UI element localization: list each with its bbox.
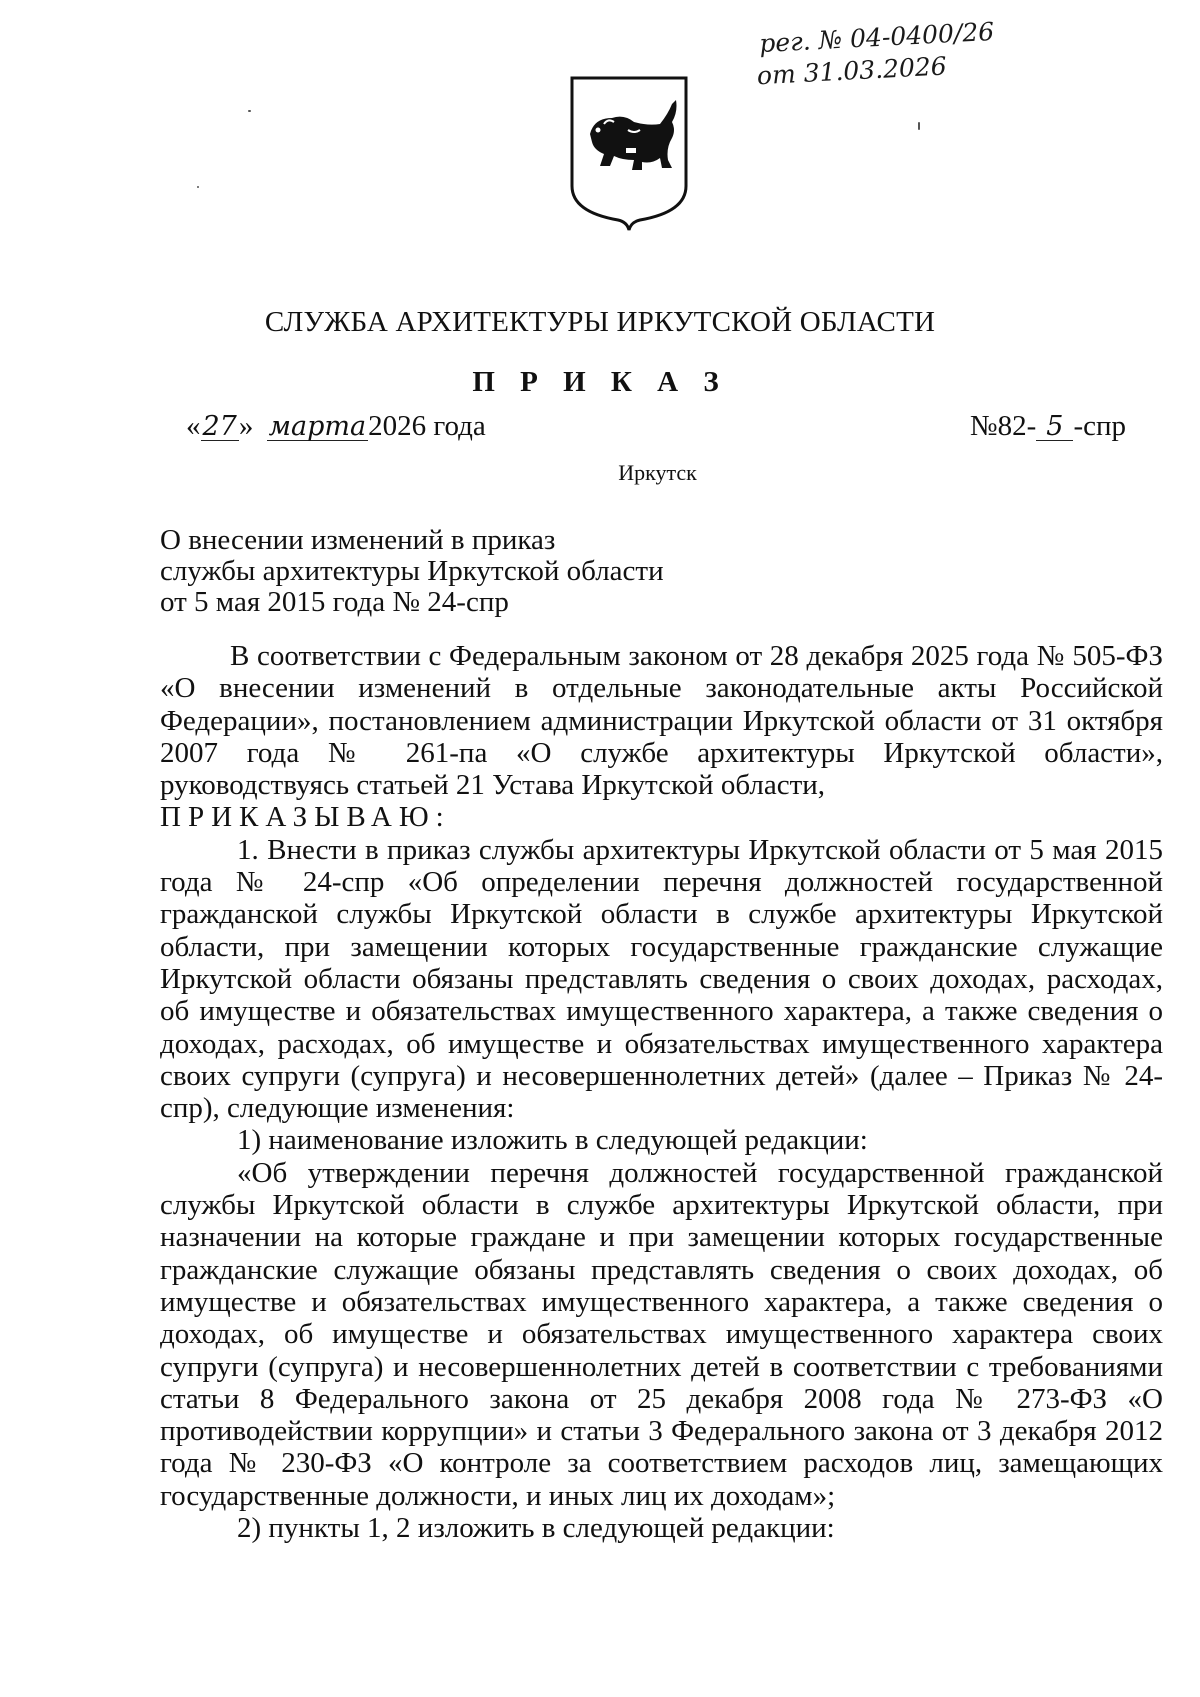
scan-speck	[197, 186, 199, 188]
date-day-handwritten: 27	[202, 411, 237, 442]
order-number-handwritten: 5	[1036, 414, 1073, 441]
registration-number: рег. № 04-0400/26	[758, 16, 995, 59]
order-date	[186, 410, 486, 443]
document-type-heading: П Р И К А З	[472, 366, 728, 398]
organization-title: СЛУЖБА АРХИТЕКТУРЫ ИРКУТСКОЙ ОБЛАСТИ	[264, 306, 936, 338]
subject-line-3: от 5 мая 2015 года № 24-спр	[160, 586, 509, 618]
order-number-prefix: №82-	[969, 410, 1037, 442]
order-number-suffix: -спр	[1073, 410, 1126, 442]
subject-line-2: службы архитектуры Иркутской области	[160, 555, 664, 587]
subject-line-1: О внесении изменений в приказ	[160, 524, 556, 556]
date-open-quote: «	[186, 410, 201, 442]
order-number	[970, 410, 1126, 443]
registration-date: от 31.03.2026	[756, 51, 948, 91]
registration-note	[758, 16, 996, 92]
date-year: 2026 года	[368, 410, 486, 442]
subitem-2-paragraph: 2) пункты 1, 2 изложить в следующей редакции:	[237, 1512, 835, 1545]
quoted-title-paragraph: «Об утверждении перечня должностей государственной гражданской службы Иркутской области в службе архитектуры Иркутской области, при назначении на которые граждане и при замещении которых государственные гражданские служащие обязаны представлять сведения о своих доходах, об имуществе и обязательствах имущественного характера, а также сведения о доходах, об имуществе и обязательствах имущественного характера своих супруги (супруга) и несовершеннолетних детей в соответствии с требованиями статьи 8 Федерального закона от 25 декабря 2008 года № 273-ФЗ «О противодействии коррупции» и статьи 3 Федерального закона от 3 декабря 2012 года № 230-ФЗ «О контроле за соответствием расходов лиц, замещающих государственные должности, и иных лиц их доходам»;	[160, 1156, 1163, 1512]
irkutsk-babr-coat-of-arms-icon	[568, 74, 690, 232]
scan-speck	[248, 110, 251, 112]
subitem-1-paragraph: 1) наименование изложить в следующей редакции:	[237, 1124, 868, 1157]
preamble-paragraph: В соответствии с Федеральным законом от 28 декабря 2025 года № 505-ФЗ «О внесении изменений в отдельные законодательные акты Российской Федерации», постановлением администрации Иркутской области от 31 октября 2007 года № 261-па «О службе архитектуры Иркутской области», руководствуясь статьей 21 Устава Иркутской области,	[160, 640, 1163, 802]
order-directive-word: ПРИКАЗЫВАЮ:	[160, 801, 451, 834]
item-1-paragraph: 1. Внести в приказ службы архитектуры Иркутской области от 5 мая 2015 года № 24-спр «Об определении перечня должностей государственной гражданской службы Иркутской области в службе архитектуры Иркутской области, при замещении которых государственные гражданские служащие Иркутской области обязаны представлять сведения о своих доходах, расходах, об имуществе и обязательствах имущественного характера, а также сведения о доходах, расходах, об имуществе и обязательствах имущественного характера своих супруги (супруга) и несовершеннолетних детей» (далее – Приказ № 24-спр), следующие изменения:	[160, 833, 1163, 1125]
scan-speck	[918, 122, 920, 130]
city-name: Иркутск	[618, 460, 697, 485]
date-month-handwritten: марта	[268, 411, 367, 442]
coat-of-arms	[568, 74, 690, 232]
date-close-quote: »	[238, 410, 254, 442]
order-body	[160, 640, 1163, 1544]
order-subject	[160, 525, 664, 618]
